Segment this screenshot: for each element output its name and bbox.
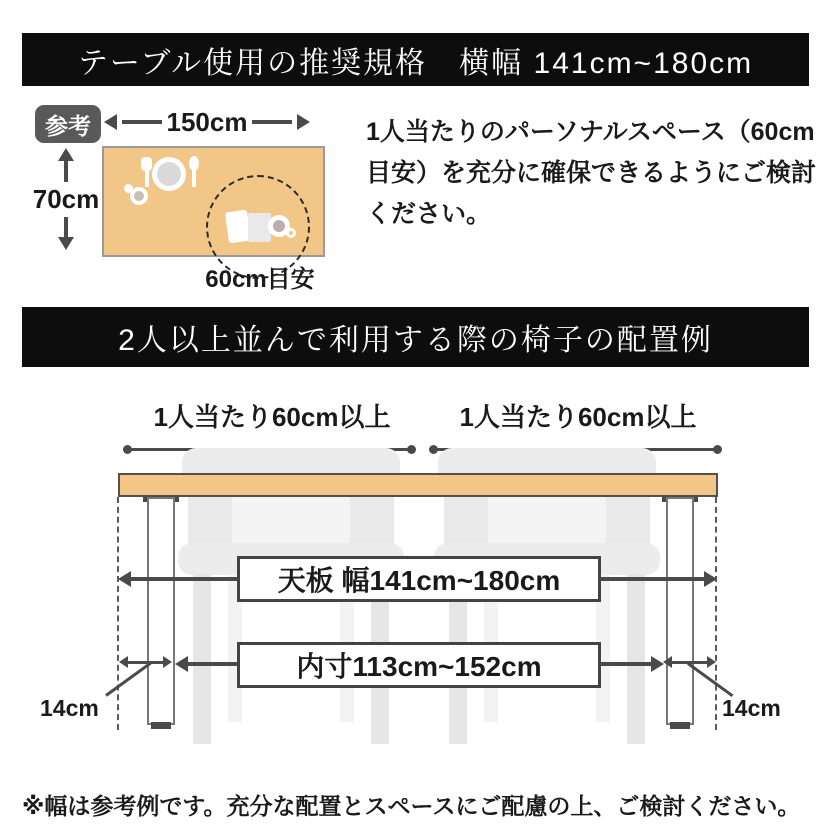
arrow-right-icon bbox=[297, 114, 310, 130]
arrow-line bbox=[187, 662, 238, 666]
recommended-spec-title: テーブル使用の推奨規格 横幅 141cm~180cm bbox=[77, 46, 754, 80]
arrow-left-icon bbox=[119, 656, 128, 668]
table-leg-foot-right bbox=[670, 722, 690, 729]
arrow-line bbox=[64, 217, 68, 238]
teacup-handle-icon bbox=[286, 228, 296, 238]
arrow-left-icon bbox=[104, 114, 117, 130]
table-width-label: 150cm bbox=[166, 106, 248, 137]
leg-offset-label-right: 14cm bbox=[722, 695, 781, 721]
teacup-inner-circle bbox=[273, 220, 285, 232]
chair-leg bbox=[627, 574, 645, 744]
table-leg-right bbox=[666, 497, 694, 725]
cup-inner-circle bbox=[134, 191, 144, 201]
spoon-icon bbox=[192, 160, 196, 187]
arrow-up-icon bbox=[58, 148, 74, 161]
plate-inner-circle bbox=[157, 162, 181, 186]
tabletop-front-view bbox=[118, 473, 718, 497]
personal-space-description: 1人当たりのパーソナルスペース（60cm目安）を充分に確保できるようにご検討ください。 bbox=[366, 118, 817, 228]
personal-space-label: 60cm目安 bbox=[205, 266, 315, 293]
arrow-line bbox=[128, 661, 163, 664]
inner-width-label: 内寸113cm~152cm bbox=[296, 651, 542, 682]
arrow-line bbox=[64, 161, 68, 182]
per-person-width-label-left: 1人当たり60cm以上 bbox=[153, 402, 391, 432]
width-dimension-arrow bbox=[104, 106, 310, 137]
fork-icon bbox=[145, 160, 149, 187]
tabletop-width-label: 天板 幅141cm~180cm bbox=[277, 565, 561, 596]
table-depth-label: 70cm bbox=[32, 183, 100, 214]
table-leg-foot-left bbox=[151, 722, 171, 729]
depth-dimension-arrow bbox=[34, 148, 98, 250]
chair-leg bbox=[193, 574, 211, 744]
footnote: ※幅は参考例です。充分な配置とスペースにご配慮の上、ご検討ください。 bbox=[22, 793, 801, 819]
chair-layout-title: 2人以上並んで利用する際の椅子の配置例 bbox=[118, 324, 713, 357]
inner-width-box bbox=[237, 642, 601, 688]
reference-badge-label: 参考 bbox=[45, 112, 91, 139]
tabletop-width-box bbox=[237, 556, 601, 602]
arrow-down-icon bbox=[58, 237, 74, 250]
arrow-line bbox=[130, 577, 238, 581]
recommended-spec-banner bbox=[22, 33, 809, 86]
arrow-right-icon bbox=[163, 656, 172, 668]
arrow-right-icon bbox=[707, 656, 716, 668]
chair-layout-banner bbox=[22, 307, 809, 367]
leg-offset-label-left: 14cm bbox=[40, 695, 99, 721]
cup-icon bbox=[130, 187, 148, 205]
arrow-left-icon bbox=[663, 656, 672, 668]
per-person-width-label-right: 1人当たり60cm以上 bbox=[459, 402, 697, 432]
reference-badge bbox=[35, 105, 101, 143]
arrow-right-icon bbox=[704, 571, 717, 587]
plate-icon bbox=[152, 157, 186, 191]
arrow-line bbox=[122, 120, 162, 124]
arrow-line bbox=[252, 120, 292, 124]
chair-backrest bbox=[438, 448, 656, 476]
arrow-line bbox=[599, 662, 652, 666]
table-leg-left bbox=[147, 497, 175, 725]
table-edge-dashed-line-right bbox=[715, 497, 717, 730]
arrow-line bbox=[599, 577, 705, 581]
table-edge-dashed-line-left bbox=[117, 497, 119, 730]
chair-backrest bbox=[182, 448, 400, 476]
